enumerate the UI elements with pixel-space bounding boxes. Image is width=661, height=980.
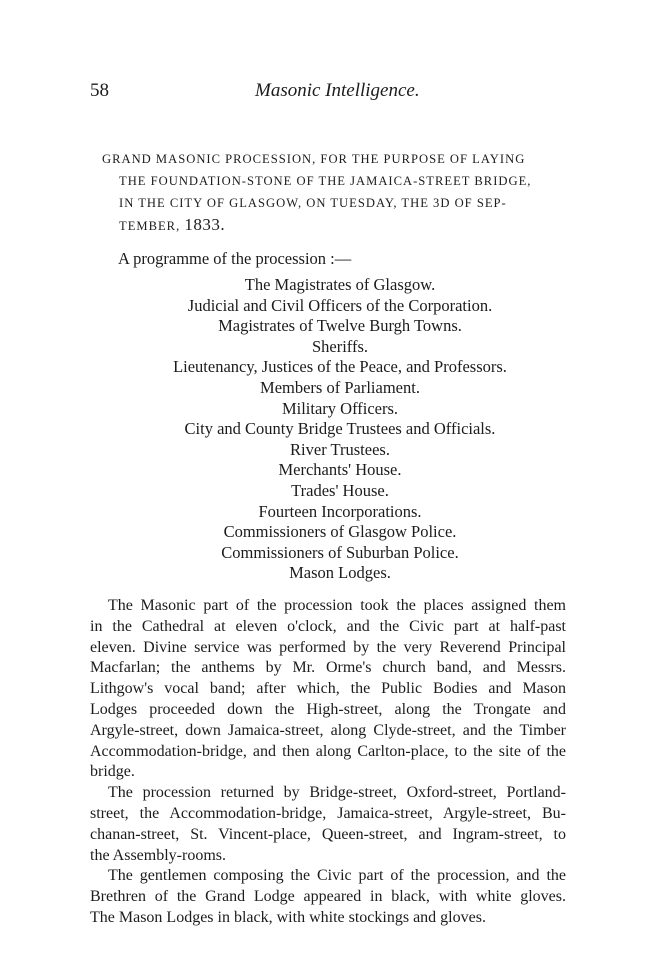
programme-item: Commissioners of Suburban Police. [221,542,459,562]
body-line: the Assembly-rooms. [90,846,226,864]
body-line: eleven. Divine service was performed by the very Reverend Principal [90,638,566,656]
programme-intro: A programme of the procession :— [118,249,352,268]
article-heading [102,148,572,237]
heading-line-text: TEMBER, [119,219,185,233]
heading-line: GRAND MASONIC PROCESSION, FOR THE PURPOSE OF LAYING [102,152,526,166]
programme-item: Judicial and Civil Officers of the Corporation. [187,295,493,315]
programme-item: Magistrates of Twelve Burgh Towns. [218,316,462,336]
body-text [90,596,566,929]
programme-item: Sheriffs. [311,336,369,356]
programme-item: Lieutenancy, Justices of the Peace, and Professors. [173,357,507,377]
body-line: Brethren of the Grand Lodge appeared in black, with white gloves. [90,888,566,906]
programme-item: Mason Lodges. [289,563,391,583]
body-line: Accommodation-bridge, and then along Carlton-place, to the site of the [90,742,566,760]
programme-item: City and County Bridge Trustees and Officials. [184,419,496,439]
heading-line: THE FOUNDATION-STONE OF THE JAMAICA-STREET BRIDGE, [119,174,532,188]
programme-item: Military Officers. [281,398,399,418]
body-line: The Mason Lodges in black, with white stockings and gloves. [90,908,486,926]
page-number: 58 [90,80,109,101]
heading-line [102,214,572,237]
heading-line: IN THE CITY OF GLASGOW, ON TUESDAY, THE 3D OF SEP- [119,196,507,210]
body-line: Macfarlan; the anthems by Mr. Orme's church band, and Messrs. [90,659,566,677]
programme-item: The Magistrates of Glasgow. [244,275,436,294]
body-line: street, the Accommodation-bridge, Jamaica-street, Argyle-street, Bu- [90,804,566,822]
body-line: in the Cathedral at eleven o'clock, and the Civic part at half-past [90,617,566,635]
programme-item: Merchants' House. [278,460,402,480]
body-line: The procession returned by Bridge-street, Oxford-street, Portland- [108,784,566,802]
body-line: Lithgow's vocal band; after which, the Public Bodies and Mason [90,680,566,698]
body-line: Lodges proceeded down the High-street, along the Trongate and [90,700,566,718]
body-line: bridge. [90,763,135,781]
body-line: The Masonic part of the procession took the places assigned them [108,597,566,614]
programme-item: Commissioners of Glasgow Police. [223,522,457,542]
programme-item: Fourteen Incorporations. [258,501,422,521]
programme-item: Members of Parliament. [260,377,420,397]
running-title: Masonic Intelligence. [255,80,420,101]
programme-item: Trades' House. [291,480,389,500]
page-header [90,80,580,106]
heading-year: 1833. [184,215,226,234]
programme-item: River Trustees. [290,439,390,459]
body-line: chanan-street, St. Vincent-place, Queen-street, and Ingram-street, to [90,825,566,843]
programme-list [90,275,590,584]
body-line: The gentlemen composing the Civic part of the procession, and the [108,867,566,885]
body-line: Argyle-street, down Jamaica-street, along Clyde-street, and the Timber [90,721,566,739]
